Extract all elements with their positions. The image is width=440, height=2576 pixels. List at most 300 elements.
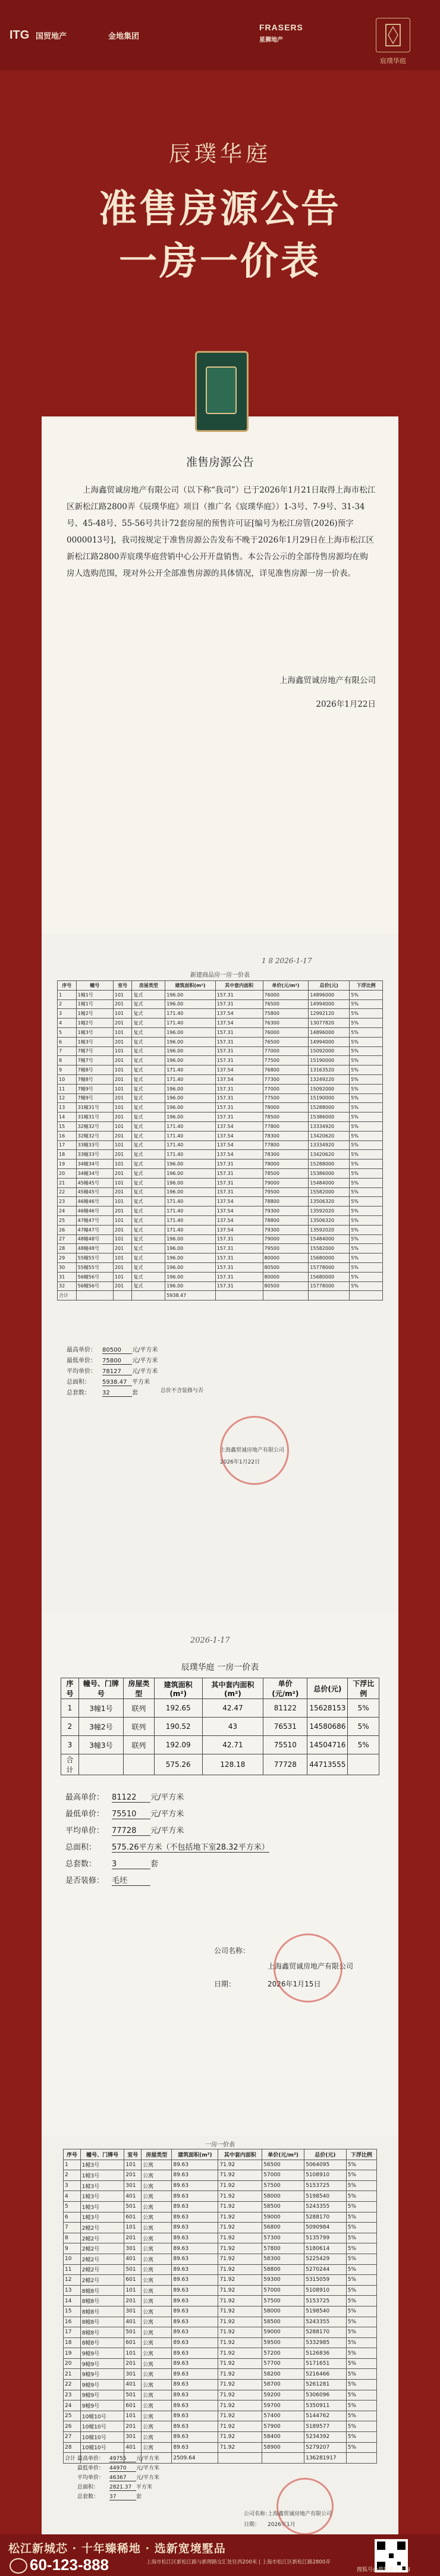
table-cell: 6 bbox=[64, 2212, 81, 2223]
table-cell: 171.40 bbox=[165, 1206, 216, 1216]
table-cell: 5171651 bbox=[304, 2358, 347, 2369]
table-cell bbox=[262, 2453, 304, 2464]
table-cell: 15288000 bbox=[309, 1103, 350, 1112]
summary-row bbox=[77, 2483, 256, 2492]
summary-value: 最低单价： bbox=[77, 2465, 105, 2471]
table-cell: 2509.64 bbox=[172, 2453, 218, 2464]
table-cell: 47幢47号 bbox=[76, 1225, 113, 1234]
table-cell: 157.31 bbox=[215, 990, 263, 999]
table-cell: 5144762 bbox=[304, 2411, 347, 2421]
table-cell: 71.92 bbox=[218, 2421, 262, 2432]
table-cell: 复式 bbox=[132, 1093, 165, 1103]
table-cell: 157.31 bbox=[215, 999, 263, 1009]
table-cell: 157.31 bbox=[215, 1262, 263, 1272]
table-cell: 13592020 bbox=[309, 1206, 350, 1216]
table-cell: 复式 bbox=[132, 1121, 165, 1131]
table-cell: 复式 bbox=[132, 1244, 165, 1253]
table-cell: 13420620 bbox=[309, 1131, 350, 1140]
column-header: 下浮比例 bbox=[346, 2149, 376, 2160]
table-cell: 171.40 bbox=[165, 1197, 216, 1206]
table-cell: 201 bbox=[124, 2421, 142, 2432]
table-cell: 196.00 bbox=[165, 1159, 216, 1169]
table-cell: 复式 bbox=[132, 1037, 165, 1046]
table-cell: 5% bbox=[350, 1112, 383, 1122]
table-cell: 10 bbox=[64, 2254, 81, 2264]
summary-value: 最低单价： bbox=[67, 1358, 96, 1364]
table-cell: 联列 bbox=[123, 1718, 154, 1736]
table-cell: 复式 bbox=[132, 1046, 165, 1056]
table-cell: 58800 bbox=[262, 2264, 304, 2275]
table-cell: 78000 bbox=[263, 1159, 309, 1169]
table-cell: 合计 bbox=[61, 1754, 79, 1775]
table-cell: 101 bbox=[113, 1234, 132, 1244]
table-cell: 15680000 bbox=[309, 1253, 350, 1263]
table-cell bbox=[113, 1291, 132, 1300]
table-cell bbox=[263, 1291, 309, 1300]
summary-row bbox=[67, 1366, 245, 1377]
table-cell: 复式 bbox=[132, 1168, 165, 1178]
table-cell: 1幢3号 bbox=[76, 1027, 113, 1037]
table-cell: 8幢8号 bbox=[80, 2317, 124, 2327]
table-cell: 公寓 bbox=[142, 2243, 172, 2254]
table-cell: 55幢55号 bbox=[76, 1253, 113, 1263]
summary-value: 是否装修： bbox=[65, 1876, 105, 1885]
table-cell: 14994000 bbox=[309, 1037, 350, 1046]
table-cell: 77500 bbox=[263, 1093, 309, 1103]
table-cell: 101 bbox=[113, 1140, 132, 1150]
table-cell: 5% bbox=[346, 2421, 376, 2432]
table-cell: 157.31 bbox=[215, 1027, 263, 1037]
table-cell: 190.52 bbox=[154, 1718, 202, 1736]
table-cell: 5% bbox=[350, 1140, 383, 1150]
table-cell: 196.00 bbox=[165, 1056, 216, 1066]
table-cell: 71.92 bbox=[218, 2400, 262, 2411]
table-cell: 7幢8号 bbox=[76, 1066, 113, 1075]
table-cell: 10幢10号 bbox=[80, 2432, 124, 2443]
summary-value: 75800 bbox=[102, 1358, 132, 1365]
table-cell: 71.92 bbox=[218, 2380, 262, 2390]
table-cell: 157.31 bbox=[215, 1093, 263, 1103]
table-cell: 71.92 bbox=[218, 2358, 262, 2369]
table-cell: 89.63 bbox=[172, 2421, 218, 2432]
table-cell: 196.00 bbox=[165, 1037, 216, 1046]
table-cell: 5% bbox=[346, 2306, 376, 2317]
table-cell: 公寓 bbox=[142, 2264, 172, 2275]
table-cell: 401 bbox=[124, 2442, 142, 2453]
table-row bbox=[58, 1187, 383, 1197]
table-cell: 24 bbox=[58, 1206, 77, 1216]
table-cell: 公寓 bbox=[142, 2180, 172, 2191]
table-cell: 89.63 bbox=[172, 2369, 218, 2380]
table-cell: 101 bbox=[113, 1027, 132, 1037]
table-cell: 27 bbox=[58, 1234, 77, 1244]
table-cell: 14580686 bbox=[307, 1718, 348, 1736]
table3-date-label: 日期： bbox=[244, 2522, 260, 2528]
table-row bbox=[58, 1121, 383, 1131]
table-cell: 14896000 bbox=[309, 990, 350, 999]
table-cell: 78300 bbox=[263, 1131, 309, 1140]
table-cell: 31幢31号 bbox=[76, 1112, 113, 1122]
summary-value: 总面积： bbox=[65, 1843, 97, 1852]
gem-inner-icon bbox=[206, 366, 237, 414]
table-cell: 59200 bbox=[262, 2390, 304, 2400]
table-cell: 42.71 bbox=[202, 1736, 263, 1754]
table-row bbox=[58, 1178, 383, 1187]
table-cell: 157.31 bbox=[215, 1056, 263, 1066]
hero-title-1: 准售房源公告 bbox=[99, 187, 341, 231]
table-cell: 5% bbox=[348, 1736, 379, 1754]
table-cell: 5234392 bbox=[304, 2432, 347, 2443]
notice-company: 上海鑫贸诚房地产有限公司 bbox=[279, 676, 376, 685]
table-cell: 1幢3号 bbox=[80, 2191, 124, 2202]
table-cell: 196.00 bbox=[165, 1168, 216, 1178]
table-cell: 171.40 bbox=[165, 1121, 216, 1131]
table-cell: 101 bbox=[113, 1197, 132, 1206]
table-cell: 196.00 bbox=[165, 1253, 216, 1263]
table-cell: 5% bbox=[350, 1234, 383, 1244]
table-cell: 22 bbox=[58, 1187, 77, 1197]
summary-value: 总套数： bbox=[67, 1390, 90, 1396]
summary-value: 575.26平方米（不包括地下室28.32平方米） bbox=[112, 1841, 269, 1853]
table-cell: 56800 bbox=[262, 2223, 304, 2233]
table-cell: 5% bbox=[346, 2390, 376, 2400]
table-cell: 5189577 bbox=[304, 2421, 347, 2432]
summary-value: 元/平方米 bbox=[150, 1826, 184, 1835]
table-cell: 5064095 bbox=[304, 2160, 347, 2170]
table-row bbox=[58, 1131, 383, 1140]
table-cell: 192.09 bbox=[154, 1736, 202, 1754]
table-cell: 89.63 bbox=[172, 2442, 218, 2453]
summary-row bbox=[77, 2464, 256, 2473]
table-cell: 5% bbox=[346, 2369, 376, 2380]
table-row bbox=[58, 1281, 383, 1291]
table-cell: 9 bbox=[58, 1066, 77, 1075]
table-cell: 71.92 bbox=[218, 2223, 262, 2233]
table-cell: 57700 bbox=[262, 2358, 304, 2369]
table-cell: 89.63 bbox=[172, 2390, 218, 2400]
table-cell: 201 bbox=[113, 1150, 132, 1159]
table-row bbox=[58, 1046, 383, 1056]
table-cell: 12 bbox=[58, 1093, 77, 1103]
price-table-3-panel bbox=[42, 2136, 398, 2534]
table-cell: 5315059 bbox=[304, 2275, 347, 2286]
table-cell: 5% bbox=[348, 1718, 379, 1736]
table-cell: 5% bbox=[350, 1037, 383, 1046]
summary-value: 元/平方米 bbox=[150, 1793, 184, 1802]
table-cell: 8幢8号 bbox=[80, 2285, 124, 2296]
table-cell: 公寓 bbox=[142, 2390, 172, 2400]
table-cell: 11 bbox=[64, 2264, 81, 2275]
table-cell: 401 bbox=[124, 2317, 142, 2327]
table-row bbox=[58, 1084, 383, 1093]
project-emblem-icon bbox=[376, 18, 410, 52]
table-cell: 5288170 bbox=[304, 2327, 347, 2338]
table-cell: 12992120 bbox=[309, 1009, 350, 1019]
table-cell: 196.00 bbox=[165, 999, 216, 1009]
table-cell: 复式 bbox=[132, 1178, 165, 1187]
table2-title: 辰璞华庭 一房一价表 bbox=[181, 1663, 259, 1672]
table-cell: 33幢33号 bbox=[76, 1150, 113, 1159]
table-cell: 公寓 bbox=[142, 2201, 172, 2212]
table-cell: 77000 bbox=[263, 1046, 309, 1056]
table2-summary bbox=[65, 1791, 375, 1891]
table-cell: 89.63 bbox=[172, 2264, 218, 2275]
table-cell: 17 bbox=[58, 1140, 77, 1150]
table-cell: 101 bbox=[113, 1121, 132, 1131]
table-cell: 196.00 bbox=[165, 1084, 216, 1093]
table-cell: 89.63 bbox=[172, 2243, 218, 2254]
table-cell: 201 bbox=[113, 1131, 132, 1140]
table-cell: 5216466 bbox=[304, 2369, 347, 2380]
table-cell: 201 bbox=[113, 1187, 132, 1197]
table-cell: 公寓 bbox=[142, 2306, 172, 2317]
column-header: 幢号、门牌号 bbox=[80, 2149, 124, 2160]
table-cell: 5108910 bbox=[304, 2285, 347, 2296]
table-cell: 5% bbox=[350, 1074, 383, 1084]
table-cell: 8幢8号 bbox=[80, 2337, 124, 2348]
table-cell: 55幢55号 bbox=[76, 1262, 113, 1272]
table-row bbox=[64, 2170, 377, 2181]
table-row bbox=[58, 1253, 383, 1263]
table-cell: 601 bbox=[124, 2212, 142, 2223]
table-cell: 14 bbox=[58, 1112, 77, 1122]
table-cell: 15582000 bbox=[309, 1244, 350, 1253]
table-cell: 79000 bbox=[263, 1178, 309, 1187]
table-cell: 157.31 bbox=[215, 1084, 263, 1093]
table-cell: 58000 bbox=[262, 2191, 304, 2202]
table-row bbox=[64, 2421, 377, 2432]
table-cell: 公寓 bbox=[142, 2212, 172, 2223]
table-row bbox=[64, 2348, 377, 2359]
table-cell: 501 bbox=[124, 2201, 142, 2212]
column-header: 房屋类型 bbox=[142, 2149, 172, 2160]
table-cell: 5% bbox=[350, 1281, 383, 1291]
table-cell: 76500 bbox=[263, 999, 309, 1009]
table-cell: 79300 bbox=[263, 1225, 309, 1234]
table-cell: 71.92 bbox=[218, 2233, 262, 2243]
table-cell bbox=[350, 1291, 383, 1300]
table-cell: 31幢31号 bbox=[76, 1103, 113, 1112]
summary-value: 最高单价： bbox=[65, 1793, 105, 1802]
table-cell: 8 bbox=[58, 1056, 77, 1066]
table-row bbox=[58, 990, 383, 999]
summary-row bbox=[65, 1791, 375, 1807]
table-cell: 5% bbox=[348, 1699, 379, 1718]
table-cell: 71.92 bbox=[218, 2432, 262, 2443]
table-cell: 47幢47号 bbox=[76, 1215, 113, 1225]
table-cell: 101 bbox=[113, 1272, 132, 1281]
table-cell: 15092000 bbox=[309, 1046, 350, 1056]
table-cell: 5 bbox=[58, 1027, 77, 1037]
column-header: 建筑面积(m²) bbox=[165, 981, 216, 991]
table-cell: 101 bbox=[113, 1066, 132, 1075]
column-header: 建筑面积(m²) bbox=[172, 2149, 218, 2160]
table-cell: 13 bbox=[64, 2285, 81, 2296]
table-cell: 5% bbox=[350, 1093, 383, 1103]
table-cell: 71.92 bbox=[218, 2296, 262, 2307]
summary-value: 平方米 bbox=[136, 2484, 153, 2490]
table-cell: 14 bbox=[64, 2296, 81, 2307]
table-cell: 5% bbox=[350, 1168, 383, 1178]
table-cell: 601 bbox=[124, 2337, 142, 2348]
table-cell: 46幢46号 bbox=[76, 1197, 113, 1206]
table-cell: 77800 bbox=[263, 1121, 309, 1131]
notice-title: 准售房源公告 bbox=[186, 456, 254, 469]
table-cell: 公寓 bbox=[142, 2170, 172, 2181]
table-row bbox=[64, 2327, 377, 2338]
table-cell: 5% bbox=[350, 1272, 383, 1281]
summary-value: 5938.47 bbox=[102, 1379, 132, 1386]
table-cell: 5% bbox=[346, 2223, 376, 2233]
table-cell: 57900 bbox=[262, 2421, 304, 2432]
table-cell: 501 bbox=[124, 2264, 142, 2275]
table-cell: 76300 bbox=[263, 1019, 309, 1028]
table-cell: 157.31 bbox=[215, 1168, 263, 1178]
table-cell: 20 bbox=[64, 2358, 81, 2369]
table-cell: 3 bbox=[58, 1009, 77, 1019]
table-cell: 1幢3号 bbox=[80, 2160, 124, 2170]
table-row bbox=[64, 2285, 377, 2296]
company-seal-icon bbox=[220, 1416, 289, 1485]
table-cell: 5938.47 bbox=[165, 1291, 216, 1300]
table-cell: 128.18 bbox=[202, 1754, 263, 1775]
table-cell: 1幢1号 bbox=[76, 990, 113, 999]
table-row bbox=[64, 2180, 377, 2191]
table-cell: 71.92 bbox=[218, 2243, 262, 2254]
table3-summary bbox=[77, 2454, 256, 2502]
table-cell: 5% bbox=[350, 1019, 383, 1028]
summary-value: 3 bbox=[112, 1860, 150, 1869]
table-cell: 1幢3号 bbox=[80, 2180, 124, 2191]
table-cell: 18 bbox=[58, 1150, 77, 1159]
table-cell: 575.26 bbox=[154, 1754, 202, 1775]
table-cell: 58900 bbox=[262, 2442, 304, 2453]
table1-date: 2026年1月22日 bbox=[220, 1459, 260, 1465]
table-cell: 5% bbox=[350, 1103, 383, 1112]
table-cell: 5% bbox=[346, 2233, 376, 2243]
table-cell: 7幢9号 bbox=[76, 1093, 113, 1103]
company-seal-icon bbox=[276, 2478, 334, 2535]
table-row bbox=[58, 1215, 383, 1225]
table-cell: 5% bbox=[346, 2201, 376, 2212]
table-cell: 196.00 bbox=[165, 1234, 216, 1244]
column-header: 总价(元) bbox=[309, 981, 350, 991]
table-cell: 77800 bbox=[263, 1140, 309, 1150]
table-cell: 101 bbox=[113, 1084, 132, 1093]
table-cell: 25 bbox=[58, 1215, 77, 1225]
table-cell: 201 bbox=[113, 1019, 132, 1028]
table-cell: 80500 bbox=[263, 1281, 309, 1291]
table-cell: 6 bbox=[58, 1037, 77, 1046]
summary-row bbox=[77, 2454, 256, 2464]
table-cell: 5% bbox=[350, 1159, 383, 1169]
itg-logo: ITG bbox=[10, 29, 30, 42]
table-cell: 5332985 bbox=[304, 2337, 347, 2348]
table-row bbox=[58, 1066, 383, 1075]
table-cell: 57000 bbox=[262, 2170, 304, 2181]
table-cell: 192.65 bbox=[154, 1699, 202, 1718]
table-cell: 157.31 bbox=[215, 1253, 263, 1263]
column-header: 房屋类型 bbox=[123, 1678, 154, 1699]
table-cell: 34幢34号 bbox=[76, 1168, 113, 1178]
table-cell: 14896000 bbox=[309, 1027, 350, 1037]
notice-date: 2026年1月22日 bbox=[316, 700, 376, 709]
table-cell: 4 bbox=[64, 2191, 81, 2202]
summary-value: 49755 bbox=[109, 2456, 136, 2462]
table-cell: 89.63 bbox=[172, 2223, 218, 2233]
table-cell: 1 bbox=[58, 990, 77, 999]
summary-value: 最高单价： bbox=[77, 2456, 105, 2462]
table-cell: 196.00 bbox=[165, 1281, 216, 1291]
table-cell: 32幢32号 bbox=[76, 1121, 113, 1131]
table-cell: 58700 bbox=[262, 2380, 304, 2390]
table-cell: 公寓 bbox=[142, 2411, 172, 2421]
table-cell: 1 bbox=[61, 1699, 79, 1718]
table-cell: 201 bbox=[113, 1281, 132, 1291]
table-cell: 公寓 bbox=[142, 2380, 172, 2390]
table-cell: 5243355 bbox=[304, 2317, 347, 2327]
column-header: 序号 bbox=[61, 1678, 79, 1699]
table-cell: 80000 bbox=[263, 1272, 309, 1281]
summary-row bbox=[65, 1807, 375, 1824]
table-cell: 89.63 bbox=[172, 2327, 218, 2338]
table-row bbox=[64, 2275, 377, 2286]
table-cell: 5 bbox=[64, 2201, 81, 2212]
table-row bbox=[64, 2191, 377, 2202]
table-cell: 101 bbox=[113, 1159, 132, 1169]
table-cell: 复式 bbox=[132, 1206, 165, 1216]
table-cell: 71.92 bbox=[218, 2160, 262, 2170]
table-cell: 157.31 bbox=[215, 1037, 263, 1046]
summary-value: 套 bbox=[132, 1390, 138, 1396]
table-cell: 3 bbox=[64, 2180, 81, 2191]
table-cell: 复式 bbox=[132, 1131, 165, 1140]
table-cell: 171.40 bbox=[165, 1150, 216, 1159]
table-cell: 171.40 bbox=[165, 1131, 216, 1140]
table-cell: 48幢48号 bbox=[76, 1234, 113, 1244]
footer-phone[interactable]: 60-123-888 bbox=[30, 2556, 109, 2574]
table-cell: 58000 bbox=[262, 2306, 304, 2317]
table-cell: 201 bbox=[124, 2233, 142, 2243]
table-cell: 8幢8号 bbox=[80, 2296, 124, 2307]
table-cell: 75800 bbox=[263, 1009, 309, 1019]
summary-value: 44970 bbox=[109, 2465, 136, 2472]
table-cell: 71.92 bbox=[218, 2170, 262, 2181]
table-cell: 15092000 bbox=[309, 1084, 350, 1093]
table-row bbox=[58, 1234, 383, 1244]
table-cell: 15386000 bbox=[309, 1112, 350, 1122]
table-cell: 4 bbox=[58, 1019, 77, 1028]
table-cell: 101 bbox=[113, 990, 132, 999]
table-cell: 复式 bbox=[132, 1019, 165, 1028]
table-cell: 8幢8号 bbox=[80, 2306, 124, 2317]
table-cell: 15386000 bbox=[309, 1168, 350, 1178]
table-cell: 31 bbox=[58, 1272, 77, 1281]
table-cell: 89.63 bbox=[172, 2411, 218, 2421]
table-cell: 89.63 bbox=[172, 2380, 218, 2390]
table-row bbox=[58, 1206, 383, 1216]
notice-panel bbox=[42, 416, 398, 934]
table-cell: 5% bbox=[346, 2180, 376, 2191]
table-cell: 5% bbox=[346, 2442, 376, 2453]
table-cell: 15628153 bbox=[307, 1699, 348, 1718]
table-row bbox=[58, 1019, 383, 1028]
table-cell: 196.00 bbox=[165, 990, 216, 999]
summary-value: 元/平方米 bbox=[136, 2456, 160, 2462]
table-cell: 196.00 bbox=[165, 1262, 216, 1272]
price-table-2 bbox=[61, 1678, 379, 1775]
table-cell: 77000 bbox=[263, 1084, 309, 1093]
